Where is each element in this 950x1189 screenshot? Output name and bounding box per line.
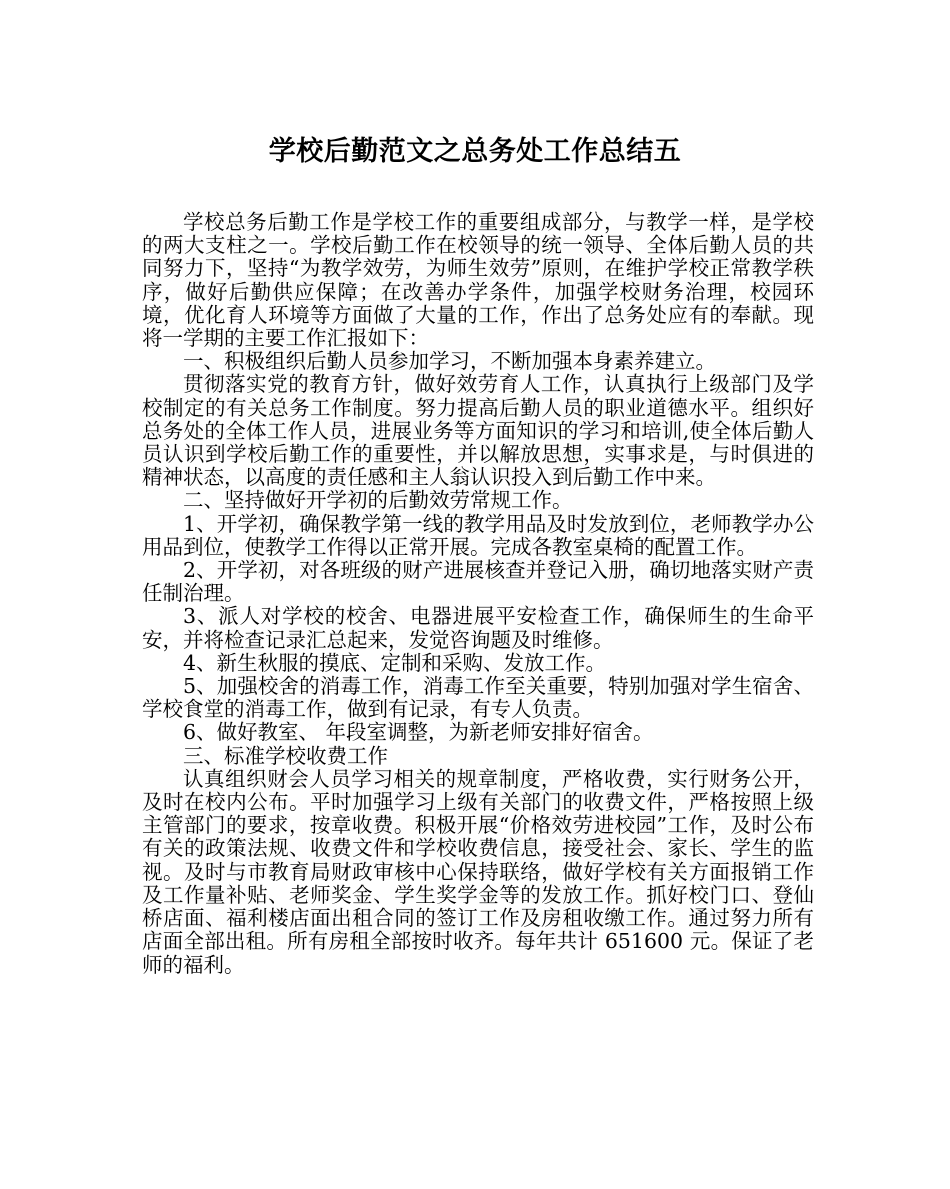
list-item: 2、开学初，对各班级的财产进展核查并登记入册，确切地落实财产责任制治理。	[142, 558, 814, 606]
list-item: 3、派人对学校的校舍、电器进展平安检查工作，确保师生的生命平安，并将检查记录汇总起来，发觉咨询题及时维修。	[142, 604, 814, 652]
list-item: 4、新生秋服的摸底、定制和采购、发放工作。	[183, 650, 607, 675]
section-heading-1: 一、积极组织后勤人员参加学习，不断加强本身素养建立。	[183, 349, 716, 374]
section-heading-2: 二、坚持做好开学初的后勤效劳常规工作。	[183, 488, 573, 513]
list-item: 5、加强校舍的消毒工作，消毒工作至关重要，特别加强对学生宿舍、学校食堂的消毒工作，做到有记录，有专人负责。	[142, 674, 814, 722]
section-heading-3: 三、标准学校收费工作	[183, 743, 388, 768]
document-title: 学校后勤范文之总务处工作总结五	[268, 136, 682, 167]
document-body	[142, 211, 814, 977]
paragraph-section-3: 认真组织财会人员学习相关的规章制度，严格收费，实行财务公开，及时在校内公布。平时加强学习上级有关部门的收费文件，严格按照上级主管部门的要求，按章收费。积极开展“价格效劳进校园”工作，及时公布有关的政策法规、收费文件和学校收费信息，接受社会、家长、学生的监视。及时与市教育局财政审核中心保持联络，做好学校有关方面报销工作及工作量补贴、老师奖金、学生奖学金等的发放工作。抓好校门口、登仙桥店面、福利楼店面出租合同的签订工作及房租收缴工作。通过努力所有店面全部出租。所有房租全部按时收齐。每年共计 651600 元。保证了老师的福利。	[142, 766, 814, 977]
list-item: 1、开学初，确保教学第一线的教学用品及时发放到位，老师教学办公用品到位，使教学工作得以正常开展。完成各教室桌椅的配置工作。	[142, 511, 814, 559]
paragraph-intro: 学校总务后勤工作是学校工作的重要组成部分，与教学一样，是学校的两大支柱之一。学校后勤工作在校领导的统一领导、全体后勤人员的共同努力下，坚持“为教学效劳，为师生效劳”原则，在维护学校正常教学秩序，做好后勤供应保障；在改善办学条件，加强学校财务治理，校园环境，优化育人环境等方面做了大量的工作，作出了总务处应有的奉献。现将一学期的主要工作汇报如下：	[142, 210, 814, 351]
list-item: 6、做好教室、 年段室调整，为新老师安排好宿舍。	[183, 720, 654, 745]
paragraph-section-1: 贯彻落实党的教育方针，做好效劳育人工作，认真执行上级部门及学校制定的有关总务工作制度。努力提高后勤人员的职业道德水平。组织好总务处的全体工作人员，进展业务等方面知识的学习和培训,使全体后勤人员认识到学校后勤工作的重要性，并以解放思想，实事求是，与时俱进的精神状态，以高度的责任感和主人翁认识投入到后勤工作中来。	[142, 372, 814, 490]
